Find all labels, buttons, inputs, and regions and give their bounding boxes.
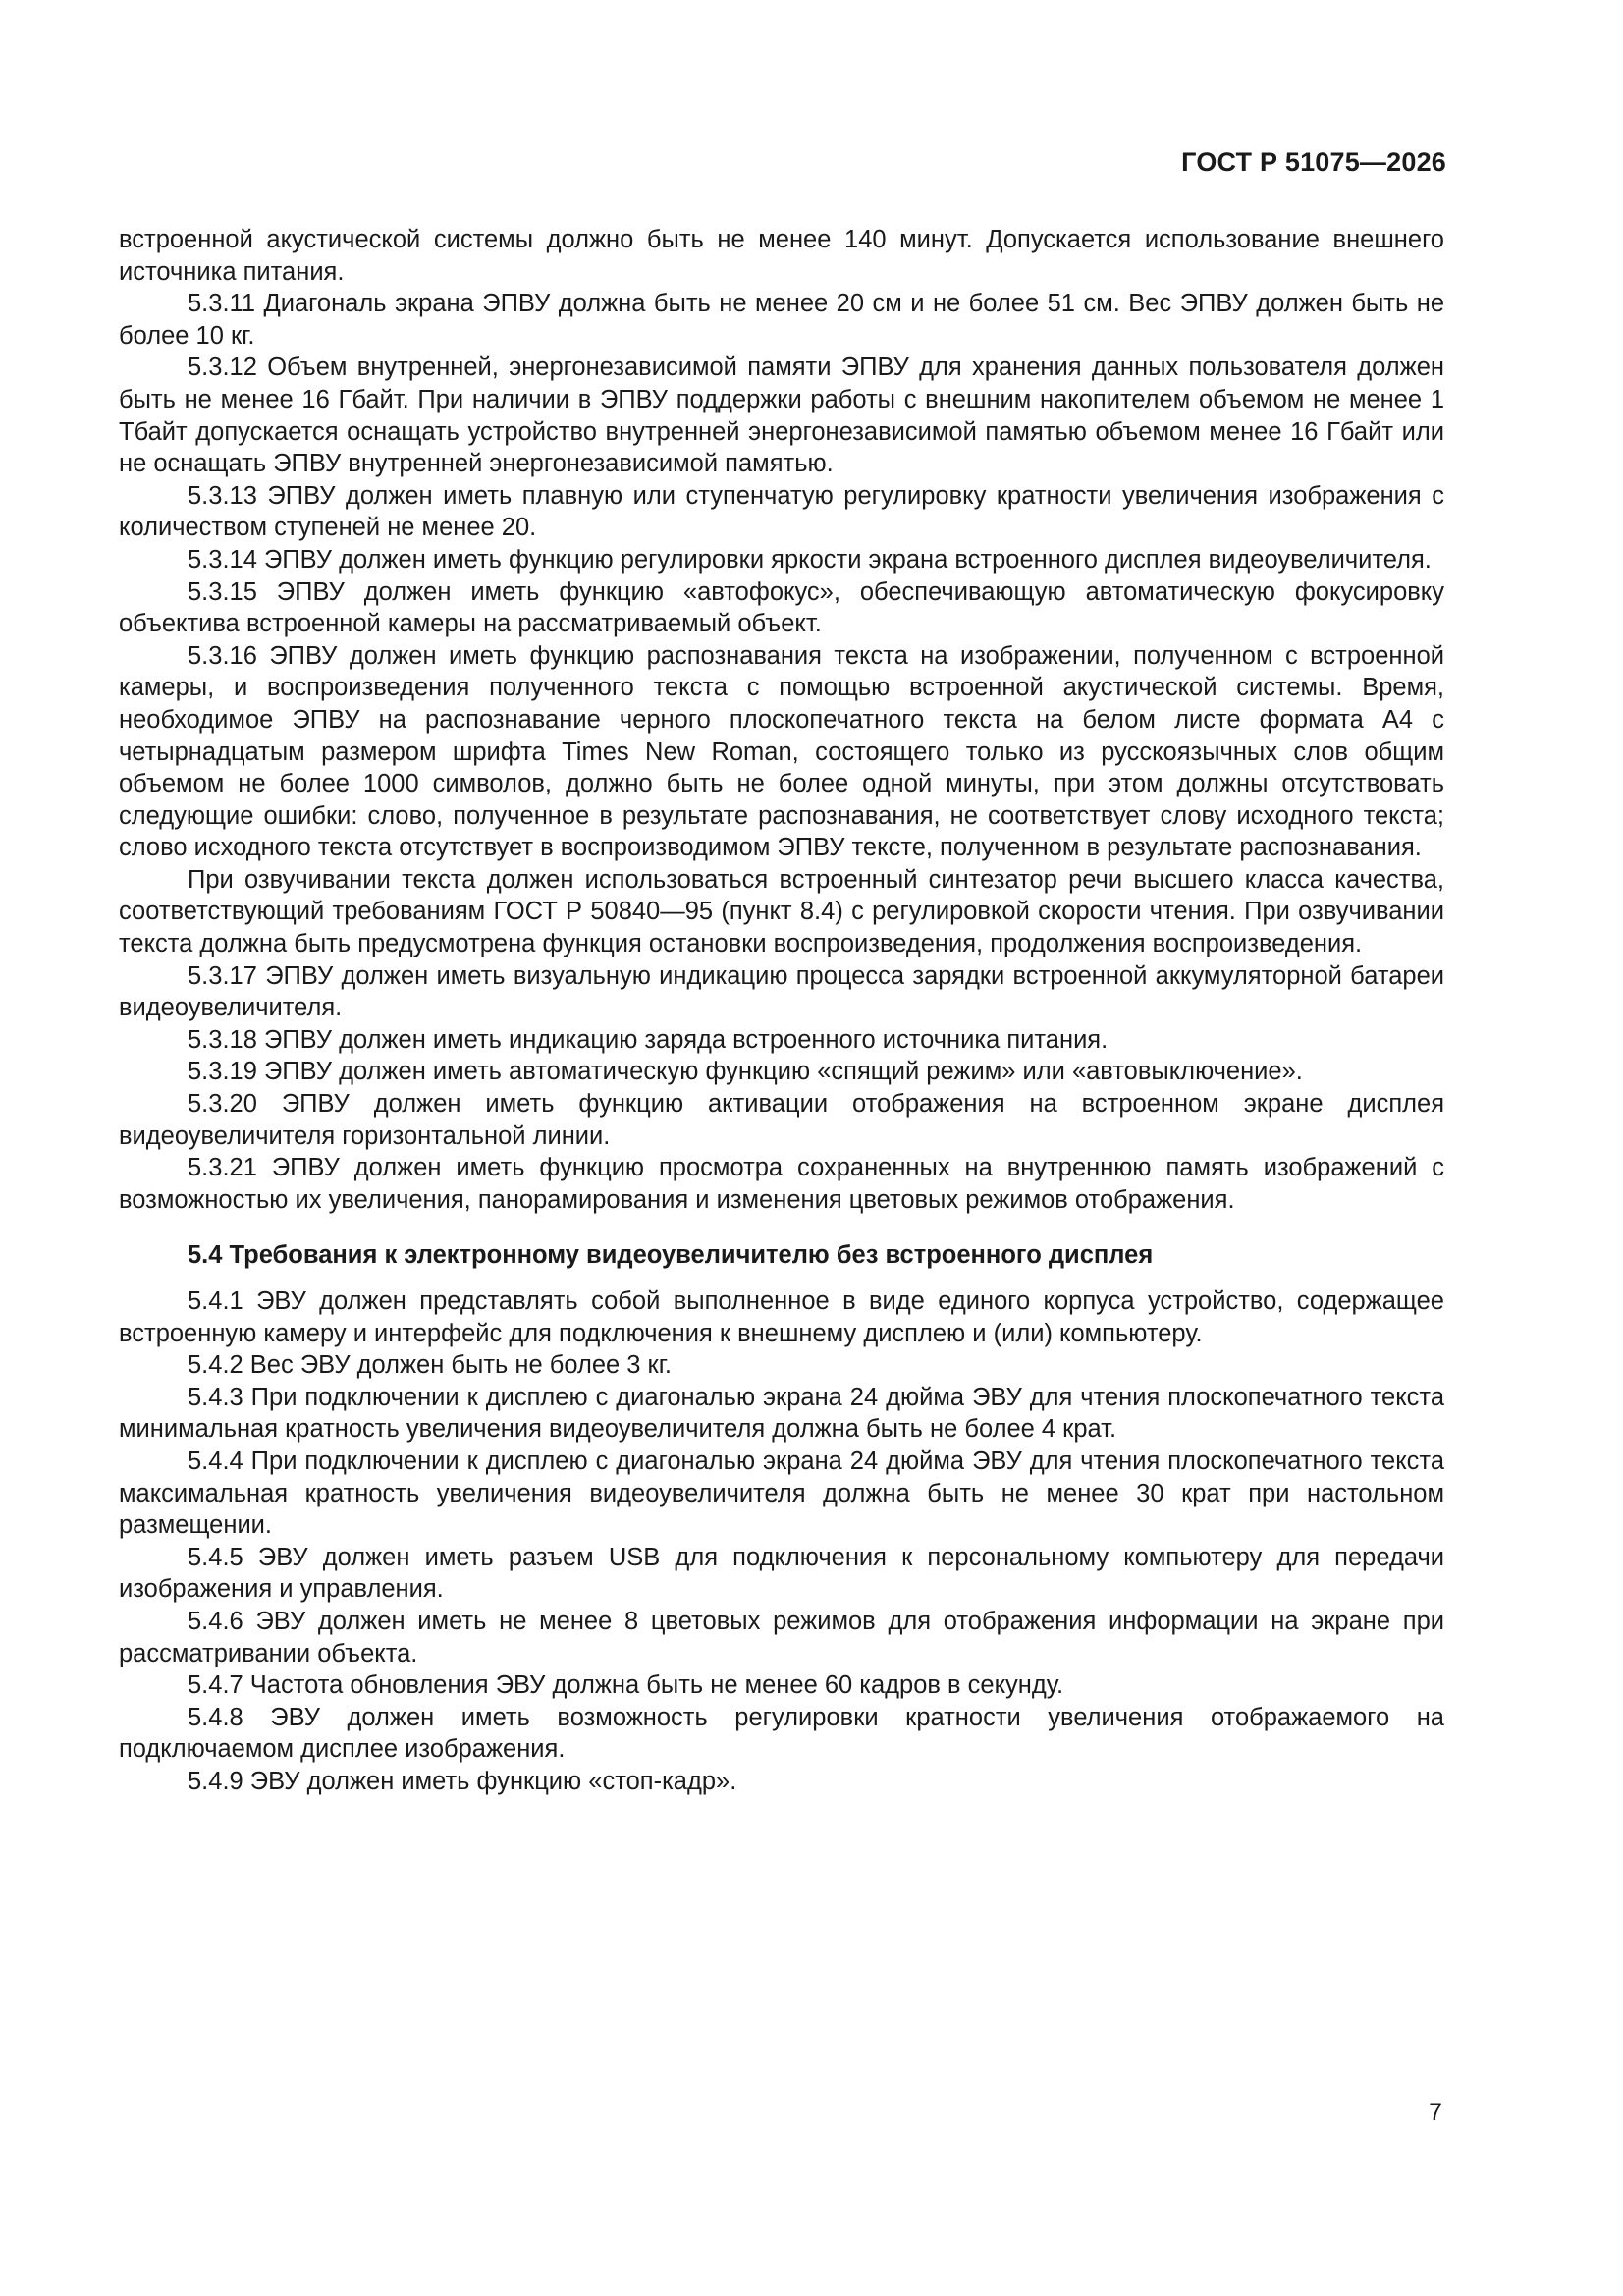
paragraph-5-4-7: 5.4.7 Частота обновления ЭВУ должна быть не менее 60 кадров в секунду. <box>188 1671 1064 1700</box>
document-body <box>119 224 1444 1798</box>
paragraph-5-4-3: 5.4.3 При подключении к дисплею с диагональю экрана 24 дюйма ЭВУ для чтения плоскопечатного текста минимальная кратность увеличения видеоувеличителя должна быть не более 4 крат. <box>119 1383 1444 1444</box>
paragraph-5-3-11: 5.3.11 Диагональ экрана ЭПВУ должна быть не менее 20 см и не более 51 см. Вес ЭПВУ должен быть не более 10 кг. <box>119 290 1444 350</box>
paragraph-5-3-14: 5.3.14 ЭПВУ должен иметь функцию регулировки яркости экрана встроенного дисплея видеоувеличителя. <box>188 545 1432 574</box>
paragraph-5-4-1: 5.4.1 ЭВУ должен представлять собой выполненное в виде единого корпуса устройство, содержащее встроенную камеру и интерфейс для подключения к внешнему дисплею и (или) компьютеру. <box>119 1287 1444 1347</box>
paragraph-5-3-17: 5.3.17 ЭПВУ должен иметь визуальную индикацию процесса зарядки встроенной аккумуляторной батареи видеоувеличителя. <box>119 961 1444 1022</box>
paragraph-5-4-8: 5.4.8 ЭВУ должен иметь возможность регулировки кратности увеличения отображаемого на подключаемом дисплее изображения. <box>119 1703 1444 1764</box>
paragraph-5-3-16-speech: При озвучивании текста должен использоваться встроенный синтезатор речи высшего класса качества, соответствующий требованиям ГОСТ Р 50840—95 (пункт 8.4) с регулировкой скорости чтения. При озвучивании текста должна быть предусмотрена функция остановки воспроизведения, продолжения воспроизведения. <box>119 865 1444 958</box>
page-number: 7 <box>1429 2099 1442 2126</box>
paragraph-5-4-2: 5.4.2 Вес ЭВУ должен быть не более 3 кг. <box>188 1351 672 1380</box>
paragraph-5-4-5: 5.4.5 ЭВУ должен иметь разъем USB для подключения к персональному компьютеру для передачи изображения и управления. <box>119 1543 1444 1604</box>
paragraph-continuation: встроенной акустической системы должно быть не менее 140 минут. Допускается использование внешнего источника питания. <box>119 226 1444 286</box>
paragraph-5-3-13: 5.3.13 ЭПВУ должен иметь плавную или ступенчатую регулировку кратности увеличения изображения с количеством ступеней не менее 20. <box>119 481 1444 542</box>
document-header: ГОСТ Р 51075—2026 <box>1181 147 1446 177</box>
paragraph-5-4-9: 5.4.9 ЭВУ должен иметь функцию «стоп-кадр». <box>188 1767 737 1795</box>
section-heading-5-4: 5.4 Требования к электронному видеоувеличителю без встроенного дисплея <box>188 1241 1154 1270</box>
paragraph-5-4-4: 5.4.4 При подключении к дисплею с диагональю экрана 24 дюйма ЭВУ для чтения плоскопечатного текста максимальная кратность увеличения видеоувеличителя должна быть не менее 30 крат при настольном размещении. <box>119 1447 1444 1540</box>
paragraph-5-3-15: 5.3.15 ЭПВУ должен иметь функцию «автофокус», обеспечивающую автоматическую фокусировку объектива встроенной камеры на рассматриваемый объект. <box>119 577 1444 638</box>
paragraph-5-3-19: 5.3.19 ЭПВУ должен иметь автоматическую функцию «спящий режим» или «автовыключение». <box>188 1058 1303 1086</box>
paragraph-5-3-18: 5.3.18 ЭПВУ должен иметь индикацию заряда встроенного источника питания. <box>188 1025 1109 1054</box>
paragraph-5-3-20: 5.3.20 ЭПВУ должен иметь функцию активации отображения на встроенном экране дисплея видеоувеличителя горизонтальной линии. <box>119 1090 1444 1150</box>
paragraph-5-3-12: 5.3.12 Объем внутренней, энергонезависимой памяти ЭПВУ для хранения данных пользователя должен быть не менее 16 Гбайт. При наличии в ЭПВУ поддержки работы с внешним накопителем объемом не менее 1 Тбайт допускается оснащать устройство внутренней энергонезависимой памятью объемом менее 16 Гбайт или не оснащать ЭПВУ внутренней энергонезависимой памятью. <box>119 354 1444 478</box>
paragraph-5-3-16: 5.3.16 ЭПВУ должен иметь функцию распознавания текста на изображении, полученном с встроенной камеры, и воспроизведения полученного текста с помощью встроенной акустической системы. Время, необходимое ЭПВУ на распознавание черного плоскопечатного текста на белом листе формата А4 с четырнадцатым размером шрифта Times New Roman, состоящего только из русскоязычных слов общим объемом не более 1000 символов, должно быть не более одной минуты, при этом должны отсутствовать следующие ошибки: слово, полученное в результате распознавания, не соответствует слову исходного текста; слово исходного текста отсутствует в воспроизводимом ЭПВУ тексте, полученном в результате распознавания. <box>119 641 1444 862</box>
paragraph-5-4-6: 5.4.6 ЭВУ должен иметь не менее 8 цветовых режимов для отображения информации на экране при рассматривании объекта. <box>119 1607 1444 1667</box>
paragraph-5-3-21: 5.3.21 ЭПВУ должен иметь функцию просмотра сохраненных на внутреннюю память изображений с возможностью их увеличения, панорамирования и изменения цветовых режимов отображения. <box>119 1154 1444 1214</box>
